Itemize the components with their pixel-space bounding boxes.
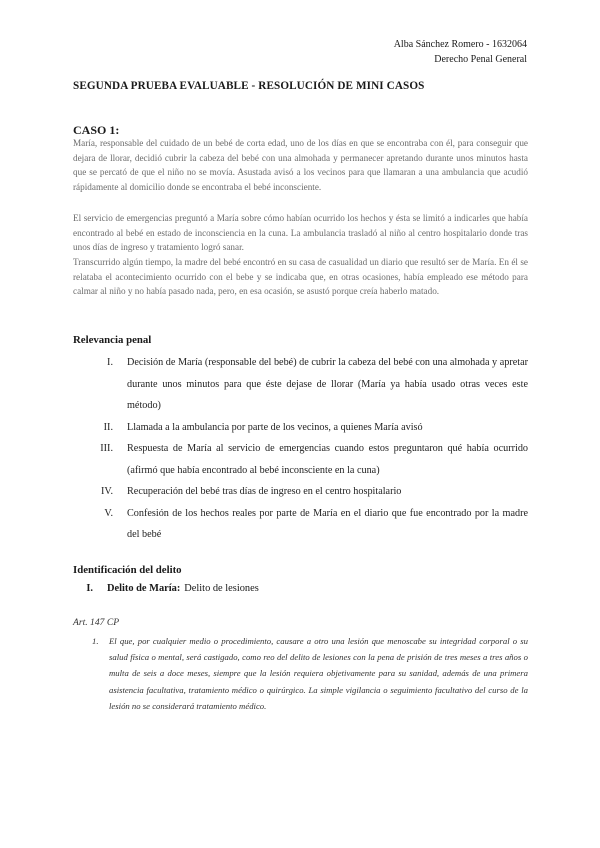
identificacion-value: Delito de lesiones xyxy=(184,583,259,594)
case-paragraph-2: El servicio de emergencias preguntó a María sobre cómo habían ocurrido los hechos y ésta se limitó a indicarles que había encontrado al bebé en estado de inconsciencia en la cuna. La ambulancia trasladó al niño al centro hospitalario donde tras unos días de ingreso y tratamiento logró sanar. xyxy=(73,213,528,253)
list-item xyxy=(73,417,528,439)
list-item-number: V. xyxy=(104,507,113,519)
list-item xyxy=(73,352,528,417)
list-item-text: Decisión de María (responsable del bebé) de cubrir la cabeza del bebé con una almohada y apretar durante unos minutos para que éste dejase de llorar (María ya había usado otras veces este método) xyxy=(127,357,528,411)
list-item xyxy=(73,503,528,546)
list-item-number: IV. xyxy=(101,486,113,497)
list-item-text: Confesión de los hechos reales por parte de María en el diario que fue encontrado por la madre del bebé xyxy=(127,507,528,540)
relevancia-heading: Relevancia penal xyxy=(73,334,152,346)
article-reference: Art. 147 CP xyxy=(73,617,120,628)
header-course: Derecho Penal General xyxy=(434,54,527,65)
relevancia-list xyxy=(73,352,528,546)
list-item-text: Recuperación del bebé tras días de ingreso en el centro hospitalario xyxy=(127,486,402,497)
list-item xyxy=(73,438,528,481)
document-title: SEGUNDA PRUEBA EVALUABLE - RESOLUCIÓN DE MINI CASOS xyxy=(73,80,425,92)
list-item-number: I. xyxy=(107,357,113,368)
list-item-number: III. xyxy=(100,443,113,454)
list-item-text: Llamada a la ambulancia por parte de los vecinos, a quienes María avisó xyxy=(127,421,423,433)
article-number: 1. xyxy=(92,636,99,646)
identificacion-item xyxy=(73,583,528,594)
identificacion-heading: Identificación del delito xyxy=(73,564,182,576)
list-item-number: II. xyxy=(103,421,113,433)
article-text-block xyxy=(92,633,528,714)
article-text: El que, por cualquier medio o procedimiento, causare a otro una lesión que menoscabe su integridad corporal o su salud física o mental, será castigado, como reo del delito de lesiones con la pena de prisión de tres meses a tres años o multa de seis a doce meses, siempre que la lesión requiera objetivamente para su sanidad, además de una primera asistencia facultativa, tratamiento médico o quirúrgico. La simple vigilancia o seguimiento facultativo del curso de la lesión no se considerará tratamiento médico. xyxy=(109,636,528,711)
list-item xyxy=(73,481,528,503)
case-heading: CASO 1: xyxy=(73,123,120,137)
case-paragraph-3: Transcurrido algún tiempo, la madre del bebé encontró en su casa de casualidad un diario que resultó ser de María. En él se relataba el acontecimiento ocurrido con el bebe y se indicaba que, en otras ocasiones, había empleado ese método para calmar al niño y no había pasado nada, pero, en esa ocasión, se asustó porque creía haberlo matado. xyxy=(73,257,528,297)
identificacion-label: Delito de María: xyxy=(107,583,181,594)
header-author: Alba Sánchez Romero - 1632064 xyxy=(393,39,527,50)
list-item-text: Respuesta de María al servicio de emergencias cuando estos preguntaron qué había ocurrido (afirmó que había encontrado al bebé inconsciente en la cuna) xyxy=(127,443,528,476)
identificacion-number: I. xyxy=(86,583,93,594)
case-paragraph-1: María, responsable del cuidado de un bebé de corta edad, uno de los días en que se encontraba con él, para conseguir que dejara de llorar, decidió cubrir la cabeza del bebé con una almohada y permanecer apretando durante unos minutos hasta que se percató de que el niño no se movía. Asustada avisó a los vecinos para que llamaran a una ambulancia que acudió rápidamente al domicilio donde se encontraba el bebé inconsciente. xyxy=(73,138,528,192)
